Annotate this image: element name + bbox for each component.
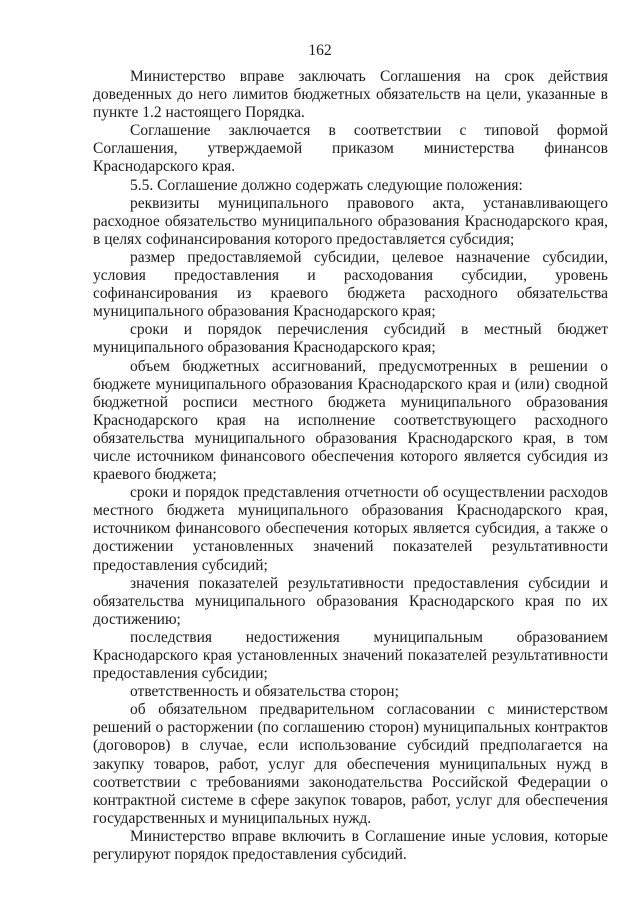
list-item: сроки и порядок перечисления субсидий в местный бюджет муниципального образования Краснодарского края;: [93, 321, 608, 357]
body-text: [93, 68, 608, 864]
list-item: последствия недостижения муниципальным образованием Краснодарского края установленных значений показателей результативности предоставления субсидии;: [93, 628, 608, 683]
list-item: сроки и порядок представления отчетности об осуществлении расходов местного бюджета муниципального образования Краснодарского края, источником финансового обеспечения которых является субсидия, а также о достижении установленных значений показателей результативности предоставления субсидий;: [93, 484, 608, 574]
list-item: об обязательном предварительном согласовании с министерством решений о расторжении (по соглашению сторон) муниципальных контрактов (договоров) в случае, если использование субсидий предполагается на закупку товаров, работ, услуг для обеспечения муниципальных нужд в соответствии с требованиями законодательства Российской Федерации о контрактной системе в сфере закупок товаров, работ, услуг для обеспечения государственных и муниципальных нужд.: [93, 701, 608, 827]
page-number: 162: [308, 42, 332, 59]
section-heading: 5.5. Соглашение должно содержать следующие положения:: [130, 176, 523, 194]
paragraph: Министерство вправе заключать Соглашения на срок действия доведенных до него лимитов бюджетных обязательств на цели, указанные в пункте 1.2 настоящего Порядка.: [93, 68, 608, 122]
list-item: реквизиты муниципального правового акта, устанавливающего расходное обязательство муниципального образования Краснодарского края, в целях софинансирования которого предоставляется субсидия;: [93, 194, 608, 248]
paragraph: Соглашение заключается в соответствии с типовой формой Соглашения, утверждаемой приказом министерства финансов Краснодарского края.: [93, 122, 608, 176]
list-item: размер предоставляемой субсидии, целевое назначение субсидии, условия предоставления и расходования субсидии, уровень софинансирования из краевого бюджета расходного обязательства муниципального образования Краснодарского края;: [93, 248, 608, 321]
list-item: ответственность и обязательства сторон;: [130, 683, 399, 701]
paragraph: Министерство вправе включить в Соглашение иные условия, которые регулируют порядок предоставления субсидий.: [93, 827, 608, 864]
list-item: значения показателей результативности предоставления субсидии и обязательства муниципального образования Краснодарского края по их достижению;: [93, 574, 608, 628]
list-item: объем бюджетных ассигнований, предусмотренных в решении о бюджете муниципального образования Краснодарского края и (или) сводной бюджетной росписи местного бюджета муниципального образования Краснодарского края на исполнение соответствующего расходного обязательства муниципального образования Краснодарского края, в том числе источником финансового обеспечения которого является субсидия из краевого бюджета;: [93, 357, 608, 484]
